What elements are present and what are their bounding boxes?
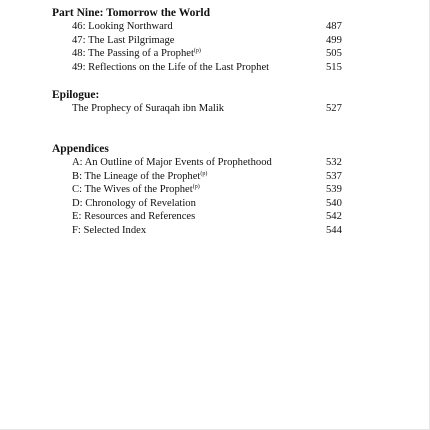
toc-entry: [52, 102, 352, 116]
honorific-superscript: (p): [193, 48, 201, 55]
section-title: Epilogue:: [52, 89, 100, 101]
toc-section-appendices: [52, 142, 352, 238]
section-title: Appendices: [52, 143, 109, 155]
toc-entry: [52, 210, 352, 224]
toc-entry-label: E: Resources and References: [72, 211, 196, 223]
toc-entry-label: 48: The Passing of a Prophet$^{(p)}$: [72, 48, 201, 60]
toc-entry-page: 539: [326, 184, 342, 196]
toc-entry-label: 47: The Last Pilgrimage: [72, 34, 175, 46]
honorific-superscript: (p): [200, 170, 208, 177]
toc-entry-page: 515: [326, 61, 342, 73]
toc-entry-label: F: Selected Index: [72, 224, 147, 236]
toc-entry: [52, 170, 352, 184]
toc-entry-page: 527: [326, 103, 342, 114]
toc-entry-label: A: An Outline of Major Events of Prophethood: [72, 157, 272, 168]
toc-entry-label: C: The Wives of the Prophet$^{(p)}$: [72, 184, 200, 196]
toc-entry-page: 540: [326, 197, 342, 209]
toc-entry-page: 499: [326, 34, 342, 46]
toc-entry-page: 532: [326, 157, 342, 168]
toc-entry: [52, 34, 352, 48]
toc-entry-label: The Prophecy of Suraqah ibn Malik: [72, 103, 225, 114]
toc-entry-page: 542: [326, 211, 342, 223]
toc-entry: [52, 183, 352, 197]
toc-entry-label: D: Chronology of Revelation: [72, 197, 196, 209]
toc-entry: [52, 197, 352, 211]
toc-entry-label: 49: Reflections on the Life of the Last Prophet: [72, 61, 270, 73]
toc-entry-page: 487: [326, 21, 342, 32]
toc-entry: [52, 20, 352, 34]
toc-section-part-nine: [52, 6, 352, 74]
section-title: Part Nine: Tomorrow the World: [52, 7, 211, 19]
toc-entry-page: 544: [326, 224, 342, 236]
toc-entry: [52, 61, 352, 75]
toc-entry-label: 46: Looking Northward: [72, 21, 173, 32]
toc-entry: [52, 156, 352, 170]
toc-entry-page: 505: [326, 48, 342, 60]
toc-entry-label: B: The Lineage of the Prophet$^{(p)}$: [72, 170, 208, 182]
toc-section-epilogue: [52, 88, 352, 116]
toc-entry-page: 537: [326, 170, 342, 182]
toc-entry: [52, 224, 352, 238]
honorific-superscript: (p): [192, 184, 200, 191]
toc-entry: [52, 47, 352, 61]
